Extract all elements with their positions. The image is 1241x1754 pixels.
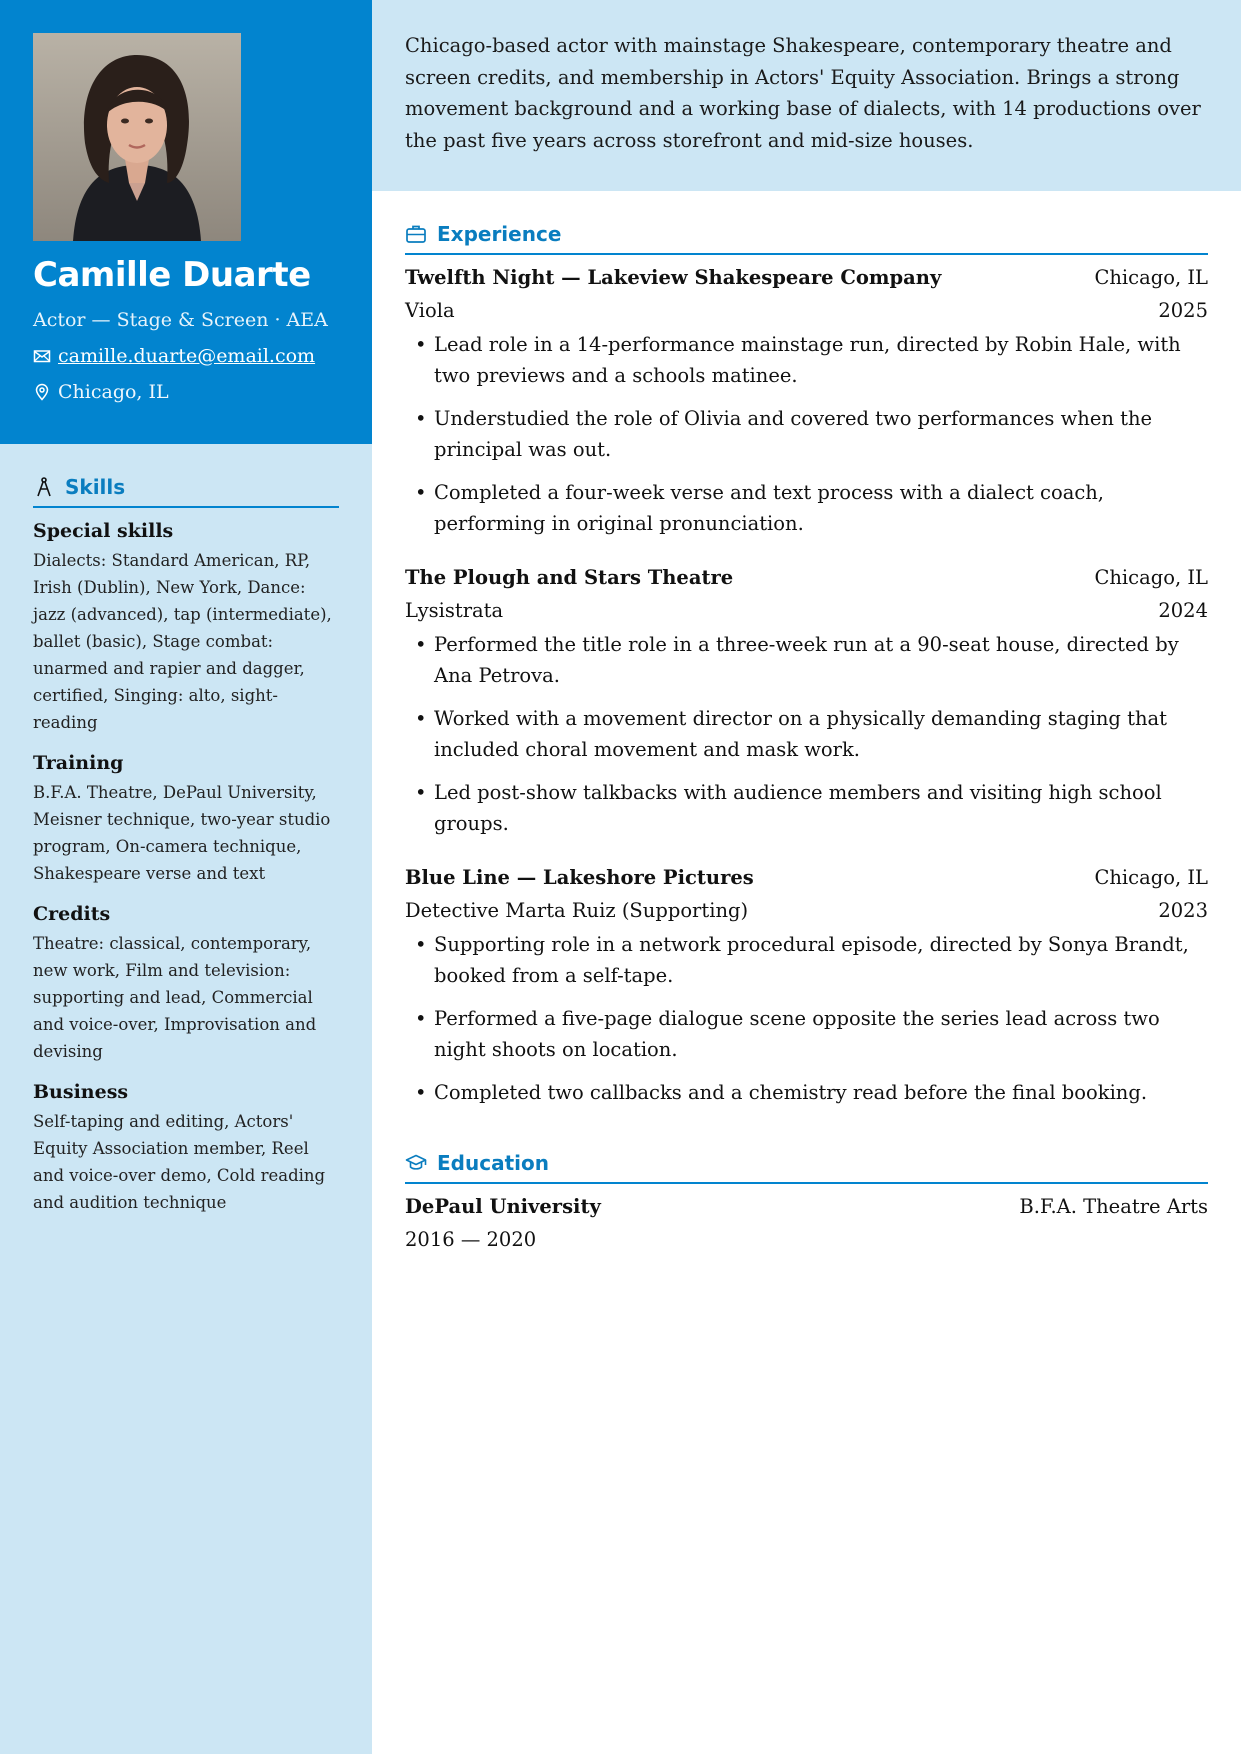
entry-role: Lysistrata [405, 599, 504, 622]
briefcase-icon [405, 223, 427, 245]
entry-location: Chicago, IL [1094, 866, 1208, 889]
bullet-item: • Supporting role in a network procedural episode, directed by Sonya Brandt, booked from a self-tape. [405, 929, 1208, 991]
bullet-item: • Performed the title role in a three-week run at a 90-seat house, directed by Ana Petrova. [405, 629, 1208, 691]
profile-header [0, 0, 372, 444]
entry-bullets [405, 929, 1208, 1108]
education-entry [405, 1190, 1208, 1256]
skill-group-name: Training [33, 752, 124, 774]
email-row [33, 343, 339, 369]
skill-group [33, 901, 339, 1065]
entry-bullets [405, 329, 1208, 539]
location-pin-icon [33, 383, 51, 401]
entry-year: 2023 [1158, 899, 1208, 922]
education-heading [405, 1150, 1208, 1184]
experience-entry [405, 261, 1208, 539]
skill-group-name: Special skills [33, 520, 174, 542]
education-degree: B.F.A. Theatre Arts [1019, 1195, 1208, 1218]
education-header [405, 1190, 1208, 1223]
bullet-item: • Led post-show talkbacks with audience members and visiting high school groups. [405, 777, 1208, 839]
summary: Chicago-based actor with mainstage Shakespeare, contemporary theatre and screen credits, and membership in Actors' Equity Association. Brings a strong movement background and a working base of dialects, with 14 productions over the past five years across storefront and mid-size houses. [372, 0, 1241, 191]
experience-entry [405, 561, 1208, 839]
skill-group-text: Dialects: Standard American, RP, Irish (Dublin), New York, Dance: jazz (advanced), tap (intermediate), ballet (basic), Stage combat: unarmed and rapier and dagger, certified, Singing: alto, sight-reading [33, 551, 332, 732]
email-link[interactable]: camille.duarte@email.com [58, 345, 316, 367]
bullet-item: • Completed a four-week verse and text process with a dialect coach, performing in original pronunciation. [405, 477, 1208, 539]
entry-year: 2025 [1158, 299, 1208, 322]
education-section [405, 1150, 1208, 1256]
skill-group-name: Credits [33, 903, 111, 925]
main-content [372, 191, 1241, 1256]
skill-group [33, 750, 339, 887]
entry-subheader [405, 594, 1208, 627]
entry-location: Chicago, IL [1094, 566, 1208, 589]
skill-group-text: Theatre: classical, contemporary, new work, Film and television: supporting and lead, Commercial and voice-over, Improvisation and devising [33, 934, 317, 1061]
entry-subheader [405, 294, 1208, 327]
entry-location: Chicago, IL [1094, 266, 1208, 289]
entry-bullets [405, 629, 1208, 839]
bullet-item: • Understudied the role of Olivia and covered two performances when the principal was out. [405, 403, 1208, 465]
envelope-icon [33, 347, 51, 365]
headline: Actor — Stage & Screen · AEA [33, 309, 328, 331]
education-dates: 2016 — 2020 [405, 1228, 537, 1251]
skill-group-text: Self-taping and editing, Actors' Equity Association member, Reel and voice-over demo, Cold reading and audition technique [33, 1112, 326, 1212]
location-text: Chicago, IL [58, 381, 169, 403]
location-row [33, 379, 339, 405]
bullet-item: • Performed a five-page dialogue scene opposite the series lead across two night shoots on location. [405, 1003, 1208, 1065]
graduation-cap-icon [405, 1152, 427, 1174]
experience-title: Experience [437, 222, 562, 246]
skill-group [33, 1079, 339, 1216]
bullet-item: • Completed two callbacks and a chemistry read before the final booking. [405, 1077, 1208, 1108]
entry-header [405, 861, 1208, 894]
education-subheader [405, 1223, 1208, 1256]
entry-organization: The Plough and Stars Theatre [405, 566, 734, 589]
experience-entry [405, 861, 1208, 1108]
experience-heading [405, 221, 1208, 255]
main-column [372, 0, 1241, 1754]
entry-role: Detective Marta Ruiz (Supporting) [405, 899, 749, 922]
skills-heading [33, 474, 339, 508]
bullet-item: • Worked with a movement director on a physically demanding staging that included choral movement and mask work. [405, 703, 1208, 765]
sidebar [0, 0, 372, 1754]
entry-organization: Twelfth Night — Lakeview Shakespeare Company [405, 266, 942, 289]
candidate-name: Camille Duarte [33, 255, 311, 295]
skill-group [33, 518, 339, 736]
compass-icon [33, 476, 55, 498]
entry-header [405, 261, 1208, 294]
entry-subheader [405, 894, 1208, 927]
skills-title: Skills [65, 475, 126, 499]
education-title: Education [437, 1151, 549, 1175]
entry-organization: Blue Line — Lakeshore Pictures [405, 866, 754, 889]
skill-group-text: B.F.A. Theatre, DePaul University, Meisner technique, two-year studio program, On-camera technique, Shakespeare verse and text [33, 783, 331, 883]
entry-header [405, 561, 1208, 594]
skills-section [0, 444, 372, 1216]
education-school: DePaul University [405, 1195, 601, 1218]
entry-year: 2024 [1158, 599, 1208, 622]
bullet-item: • Lead role in a 14-performance mainstage run, directed by Robin Hale, with two previews and a schools matinee. [405, 329, 1208, 391]
skill-group-name: Business [33, 1081, 129, 1103]
entry-role: Viola [405, 299, 455, 322]
portrait-photo [33, 33, 241, 241]
